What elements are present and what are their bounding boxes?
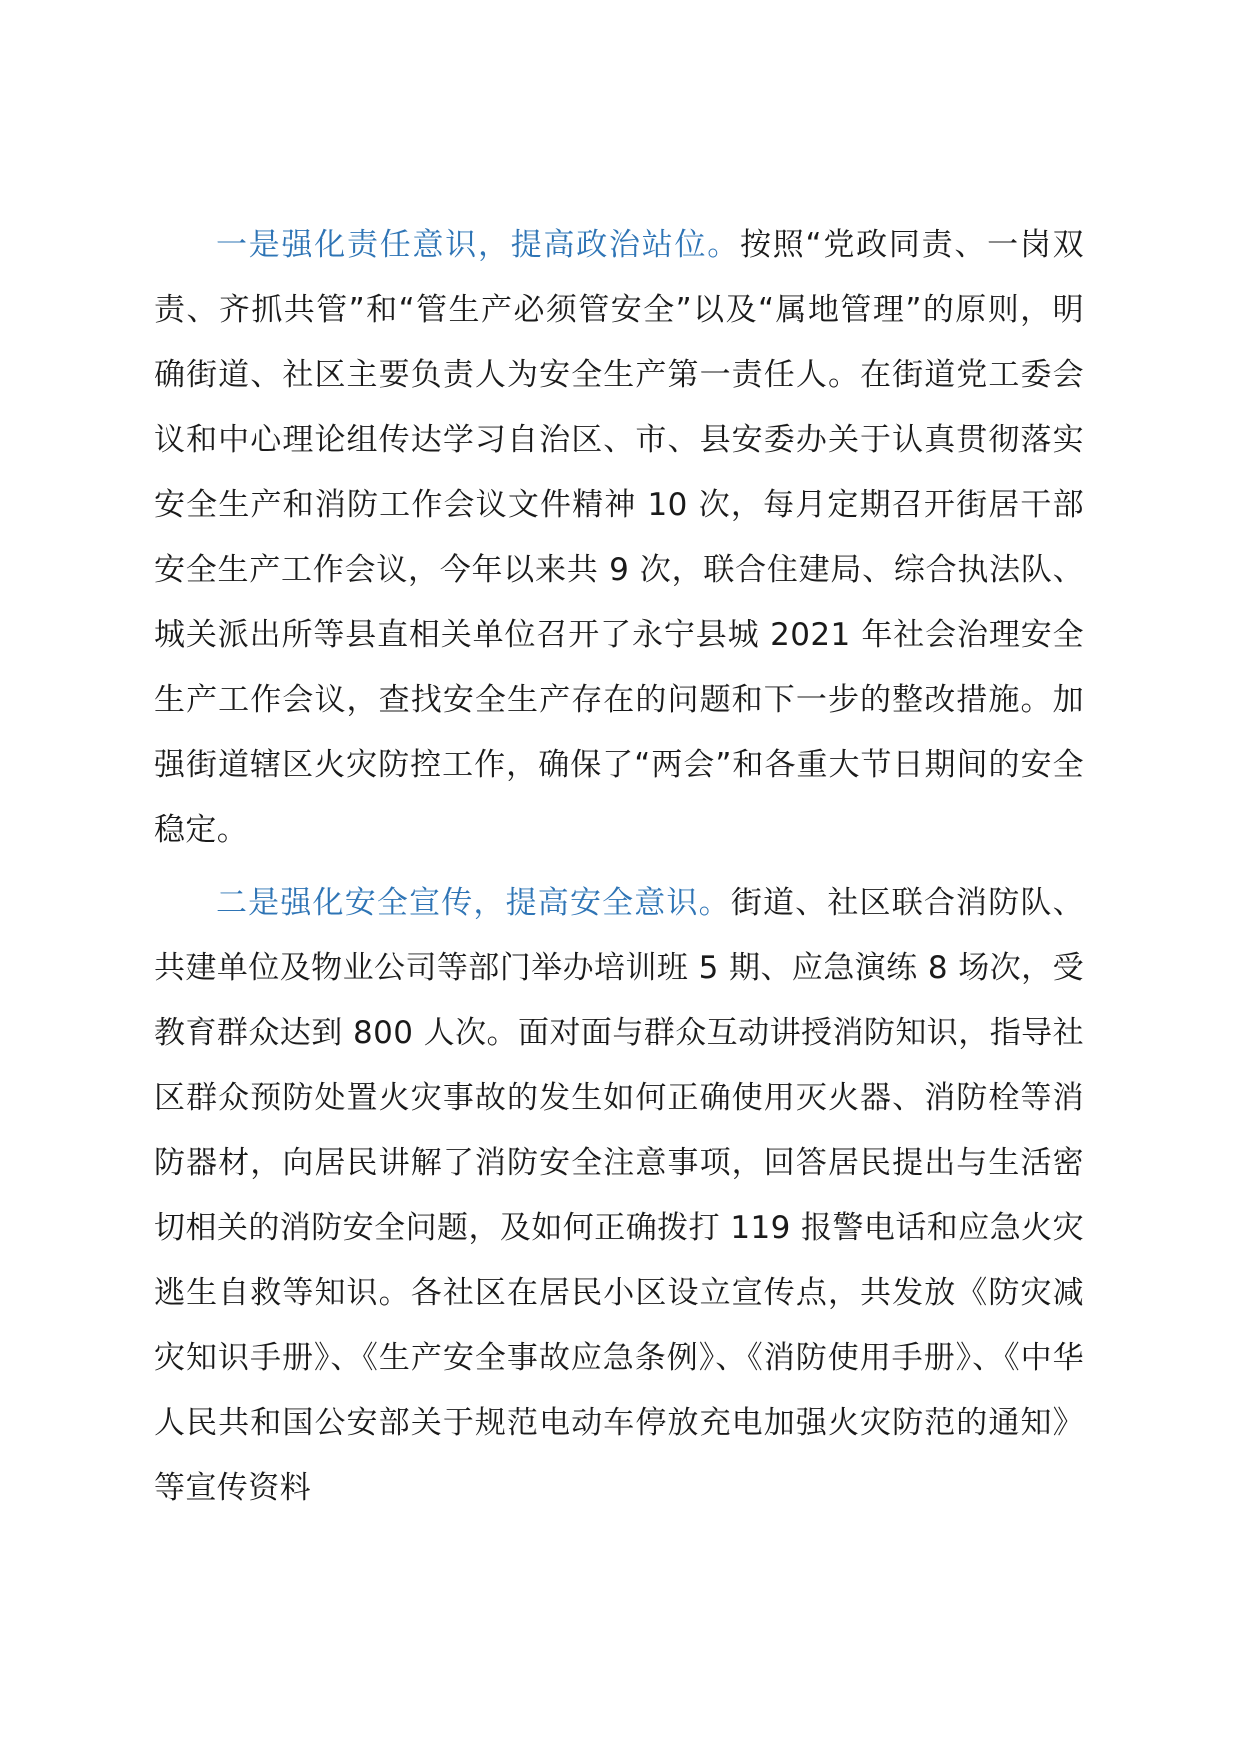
paragraph-text: 按照“党政同责、一岗双责、齐抓共管”和“管生产必须管安全”以及“属地管理”的原则，明确街道、社区主要负责人为安全生产第一责任人。在街道党工委会议和中心理论组传达学习自治区、市、县安委办关于认真贯彻落实安全生产和消防工作会议文件精神 10 次，每月定期召开街居干部安全生产工作会议，今年以来共 9 次，联合住建局、综合执法队、城关派出所等县直相关单位召开了永宁县城 2021 年社会治理安全生产工作会议，查找安全生产存在的问题和下一步的整改措施。加强街道辖区火灾防控工作，确保了“两会”和各重大节日期间的安全稳定。 — [154, 227, 1084, 848]
paragraph-responsibility — [154, 213, 1084, 863]
document-body — [154, 213, 1084, 1521]
paragraph-heading: 一是强化责任意识，提高政治站位。 — [216, 227, 741, 263]
paragraph-text: 街道、社区联合消防队、共建单位及物业公司等部门举办培训班 5 期、应急演练 8 场次，受教育群众达到 800 人次。面对面与群众互动讲授消防知识，指导社区群众预防处置火灾事故的发生如何正确使用灭火器、消防栓等消防器材，向居民讲解了消防安全注意事项，回答居民提出与生活密切相关的消防安全问题，及如何正确拨打 119 报警电话和应急火灾逃生自救等知识。各社区在居民小区设立宣传点，共发放《防灾减灾知识手册》、《生产安全事故应急条例》、《消防使用手册》、《中华人民共和国公安部关于规范电动车停放充电加强火灾防范的通知》等宣传资料 — [154, 885, 1084, 1506]
paragraph-publicity — [154, 871, 1084, 1521]
paragraph-heading: 二是强化安全宣传，提高安全意识。 — [216, 885, 731, 921]
